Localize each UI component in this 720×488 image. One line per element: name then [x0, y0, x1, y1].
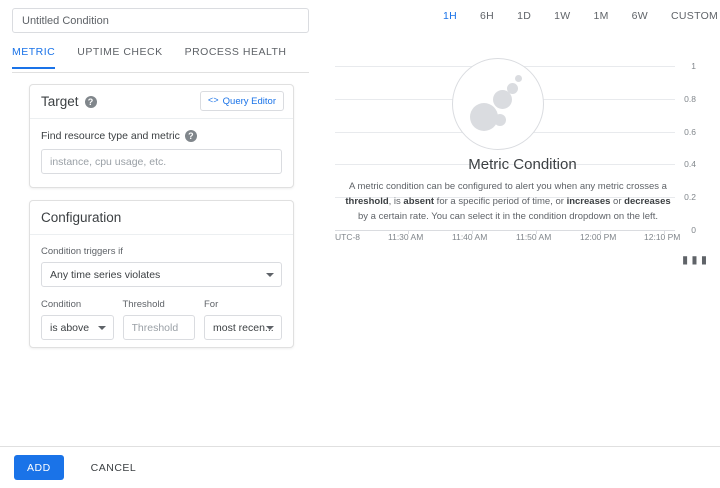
chart-x-tick-label: 12:10 PM: [644, 232, 681, 242]
condition-select[interactable]: [41, 315, 114, 340]
time-range-6h[interactable]: 6H: [480, 10, 495, 22]
time-range-1w[interactable]: 1W: [554, 10, 571, 22]
illustration-circle: [452, 58, 544, 150]
target-card-title: Target: [41, 94, 79, 109]
resource-metric-label: [41, 130, 282, 142]
overlay-description-text: by a certain rate. You can select it in the condition dropdown on the left.: [358, 211, 658, 222]
add-button[interactable]: ADD: [14, 455, 64, 480]
threshold-row: [41, 299, 282, 340]
metric-chart: [325, 44, 720, 244]
configuration-card: [29, 200, 294, 348]
cancel-button[interactable]: CANCEL: [78, 455, 150, 480]
condition-value: is above: [50, 321, 90, 334]
overlay-description-emphasis: absent: [403, 196, 435, 207]
right-panel: [325, 0, 720, 446]
chart-x-axis: [335, 230, 675, 231]
condition-triggers-value: Any time series violates: [50, 268, 161, 281]
query-editor-label: Query Editor: [222, 95, 276, 107]
condition-triggers-select[interactable]: [41, 262, 282, 287]
tab-bar: [12, 44, 309, 73]
time-range-1m[interactable]: 1M: [593, 10, 609, 22]
footer-bar: [0, 446, 720, 488]
overlay-description-text: , is: [388, 196, 404, 207]
tab-metric[interactable]: METRIC: [12, 44, 55, 69]
code-icon: <>: [207, 96, 219, 106]
overlay-description-emphasis: threshold: [345, 196, 389, 207]
chart-y-tick-label: 0.6: [684, 126, 696, 137]
threshold-input[interactable]: [123, 315, 196, 340]
time-range-6w[interactable]: 6W: [631, 10, 648, 22]
tab-uptime-check[interactable]: UPTIME CHECK: [77, 46, 163, 58]
time-range-custom[interactable]: CUSTOM: [671, 10, 719, 22]
overlay-description-text: for a specific period of time, or: [434, 196, 567, 207]
chart-y-tick-label: 0: [691, 225, 696, 235]
target-card-body: [30, 119, 293, 185]
condition-name-input[interactable]: [12, 8, 309, 33]
left-panel: [0, 0, 325, 446]
for-select[interactable]: [204, 315, 282, 340]
overlay-description-text: or: [610, 196, 625, 207]
chart-x-tick-label: 12:00 PM: [580, 232, 617, 242]
target-card: [29, 84, 294, 188]
chart-y-tick-label: 0.2: [684, 192, 696, 203]
chart-y-tick-label: 1: [691, 61, 696, 71]
chart-x-tick-label: 11:30 AM: [388, 232, 424, 242]
condition-triggers-label: Condition triggers if: [41, 246, 123, 257]
for-value: most recen...: [213, 321, 274, 334]
chart-timezone-label: UTC-8: [335, 232, 361, 242]
overlay-description-emphasis: decreases: [624, 196, 671, 207]
help-icon[interactable]: ?: [185, 130, 197, 142]
chart-y-tick-label: 0.8: [684, 93, 696, 104]
overlay-description: [343, 179, 673, 224]
time-range-1h[interactable]: 1H: [443, 10, 458, 22]
query-editor-button[interactable]: [200, 91, 284, 111]
chevron-down-icon: [98, 326, 106, 330]
overlay-description-text: A metric condition can be configured to alert you when any metric crosses a: [349, 181, 667, 192]
bubble-icon: [515, 75, 522, 82]
condition-field-group: [41, 299, 114, 340]
chart-y-tick-label: 0.4: [684, 159, 696, 170]
resource-metric-input[interactable]: [41, 149, 282, 174]
overlay-title: Metric Condition: [468, 156, 577, 173]
overlay-description-emphasis: increases: [566, 196, 611, 207]
help-icon[interactable]: ?: [85, 96, 97, 108]
chart-legend-toggle-icon[interactable]: ▮▮▮: [681, 253, 710, 269]
for-label: For: [204, 299, 219, 310]
time-range-1d[interactable]: 1D: [517, 10, 532, 22]
target-card-header: [30, 85, 293, 119]
configuration-card-title: Configuration: [41, 210, 122, 225]
threshold-field-group: [123, 299, 196, 340]
bubble-icon: [494, 114, 506, 126]
bubble-icon: [507, 83, 518, 94]
configuration-card-header: [30, 201, 293, 235]
configuration-card-body: [30, 235, 293, 351]
condition-label: Condition: [41, 299, 82, 310]
resource-metric-label-text: Find resource type and metric: [41, 130, 180, 142]
time-range-selector: [325, 10, 720, 22]
chevron-down-icon: [266, 273, 274, 277]
threshold-label: Threshold: [122, 299, 165, 310]
tab-process-health[interactable]: PROCESS HEALTH: [184, 46, 287, 58]
for-field-group: [204, 299, 282, 340]
chart-x-tick-label: 11:50 AM: [516, 232, 552, 242]
chevron-down-icon: [266, 326, 274, 330]
chart-x-tick-label: 11:40 AM: [452, 232, 488, 242]
